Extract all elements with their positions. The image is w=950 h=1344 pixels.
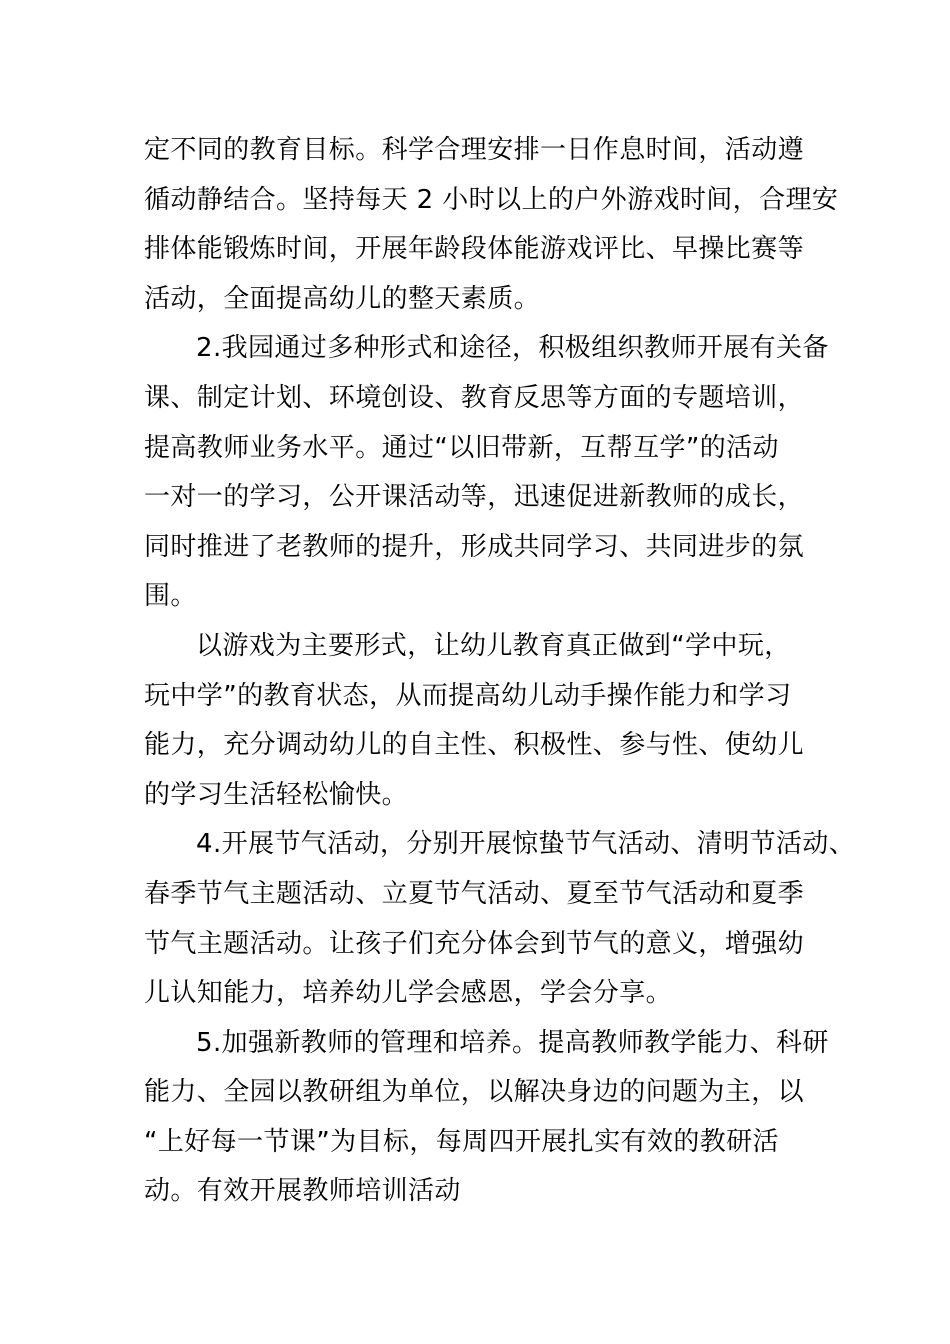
text-line: 动。有效开展教师培训活动 xyxy=(144,1176,461,1207)
text-line: 儿认知能力，培养幼儿学会感恩，学会分享。 xyxy=(144,978,673,1009)
text-line: 春季节气主题活动、立夏节气活动、夏至节气活动和夏季 xyxy=(144,878,805,909)
text-line: 活动，全面提高幼儿的整天素质。 xyxy=(144,283,541,314)
text-line: 的学习生活轻松愉快。 xyxy=(144,779,409,810)
text-line: 提高教师业务水平。通过“以旧带新，互帮互学”的活动 xyxy=(144,432,779,463)
paragraph-start-line: 5.加强新教师的管理和培养。提高教师教学能力、科研 xyxy=(196,1027,829,1058)
text-line: 排体能锻炼时间，开展年龄段体能游戏评比、早操比赛等 xyxy=(144,234,805,265)
text-line: 能力、全园以教研组为单位，以解决身边的问题为主，以 xyxy=(144,1077,805,1108)
text-line: 定不同的教育目标。科学合理安排一日作息时间，活动遵 xyxy=(144,135,805,165)
text-line: 围。 xyxy=(144,581,197,612)
text-line: 循动静结合。坚持每天 2 小时以上的户外游戏时间，合理安 xyxy=(144,184,839,215)
text-line: “上好每一节课”为目标，每周四开展扎实有效的教研活 xyxy=(144,1126,779,1157)
text-line: 能力，充分调动幼儿的自主性、积极性、参与性、使幼儿 xyxy=(144,730,805,761)
paragraph-start-line: 4.开展节气活动，分别开展惊蛰节气活动、清明节活动、 xyxy=(196,829,856,860)
paragraph-start-line: 以游戏为主要形式，让幼儿教育真正做到“学中玩， xyxy=(196,630,791,661)
text-line: 一对一的学习，公开课活动等，迅速促进新教师的成长， xyxy=(144,482,805,513)
document-body xyxy=(144,126,856,1217)
text-line: 玩中学”的教育状态，从而提高幼儿动手操作能力和学习 xyxy=(144,680,792,711)
text-line: 节气主题活动。让孩子们充分体会到节气的意义，增强幼 xyxy=(144,928,805,959)
paragraph-start-line: 2.我园通过多种形式和途径，积极组织教师开展有关备 xyxy=(196,333,829,364)
text-line: 课、制定计划、环境创设、教育反思等方面的专题培训， xyxy=(144,382,805,413)
text-line: 同时推进了老教师的提升，形成共同学习、共同进步的氛 xyxy=(144,531,805,562)
